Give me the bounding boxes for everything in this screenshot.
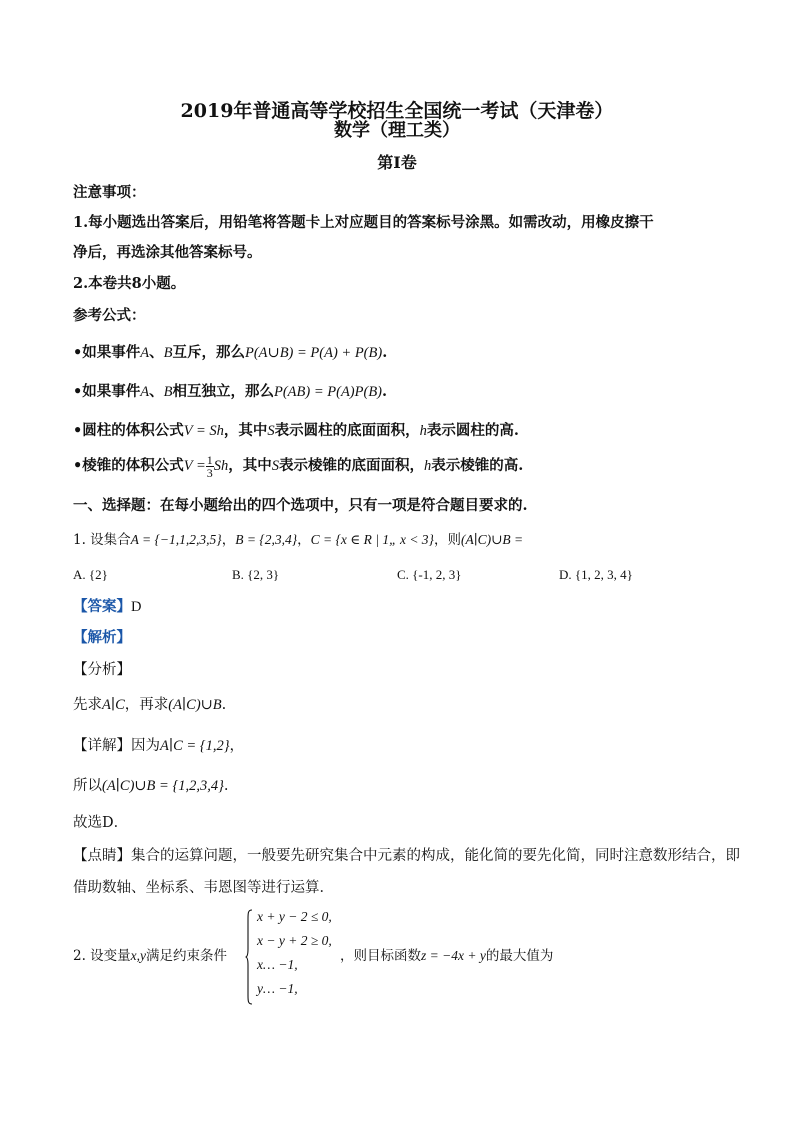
formulas-heading: 参考公式： [73, 307, 146, 324]
left-brace-icon [245, 909, 253, 1005]
question-1-so: 所以(A∣C)∪B = {1,2,3,4}. [73, 778, 229, 794]
constraint-2: x − y + 2 ≥ 0, [257, 933, 332, 948]
question-1-fenxi: 先求A∣C，再求(A∣C)∪B. [73, 697, 227, 713]
question-2-stem-prefix: 2. 设变量x,y满足约束条件 [73, 948, 228, 964]
question-2-stem-tail: ，则目标函数z = −4x + y的最大值为 [340, 948, 554, 964]
formula-mutually-exclusive: •如果事件A、B互斥，那么P(A∪B) = P(A) + P(B). [73, 344, 388, 361]
question-1-choose: 故选D． [73, 815, 129, 831]
question-1-answer: 【答案】D [73, 598, 142, 615]
formula-cylinder-volume: •圆柱的体积公式V = Sh，其中S表示圆柱的底面面积，h表示圆柱的高. [73, 422, 519, 439]
question-1-option-b: B. {2, 3} [232, 567, 280, 582]
notes-heading: 注意事项： [73, 184, 146, 201]
constraint-system [245, 909, 340, 1005]
exam-title: 2019年普通高等学校招生全国统一考试（天津卷） [180, 100, 614, 122]
question-1-stem: 1. 设集合A = {−1,1,2,3,5}，B = {2,3,4}，C = {x ∈ R | 1„ x < 3}，则(A∣C)∪B = [73, 532, 524, 548]
constraint-3: x… −1, [257, 957, 298, 972]
notes-item-1-line-1: 1.每小题选出答案后，用铅笔将答题卡上对应题目的答案标号涂黑。如需改动，用橡皮擦干 [73, 214, 654, 231]
formula-math: P(AB) = P(A)P(B) [274, 384, 383, 400]
constraint-4: y… −1, [257, 981, 298, 996]
question-1-dianjing-line-2: 借助数轴、坐标系、韦恩图等进行运算． [73, 880, 334, 896]
question-1-option-d: D. {1, 2, 3, 4} [559, 567, 633, 582]
question-1-analysis-tag: 【解析】 [73, 629, 131, 646]
formula-math: P(A∪B) = P(A) + P(B) [245, 345, 383, 361]
question-1-detail: 【详解】因为A∣C = {1,2}， [73, 738, 245, 754]
volume-title: 第I卷 [377, 153, 417, 172]
formula-independent: •如果事件A、B相互独立，那么P(AB) = P(A)P(B). [73, 383, 388, 400]
subject-title: 数学（理工类） [334, 120, 460, 141]
formula-pyramid-volume: •棱锥的体积公式V = $\frac{1}{3}$ Sh，其中S表示棱锥的底面面积，h表示棱锥的高. [73, 452, 524, 480]
notes-item-1-line-2: 净后，再选涂其他答案标号。 [73, 244, 262, 261]
question-1-option-a: A. {2} [73, 567, 108, 582]
section-heading: 一、选择题：在每小题给出的四个选项中，只有一项是符合题目要求的. [73, 497, 528, 514]
question-1-option-c: C. {-1, 2, 3} [397, 567, 462, 582]
constraint-1: x + y − 2 ≤ 0, [257, 909, 332, 924]
fraction-one-third: $\frac{1}{3}$ [206, 452, 213, 480]
question-1-dianjing-line-1: 【点睛】集合的运算问题，一般要先研究集合中元素的构成，能化简的要先化简，同时注意数形结合，即 [73, 848, 740, 864]
notes-item-2: 2.本卷共8小题。 [73, 275, 186, 292]
question-1-fenxi-tag: 【分析】 [73, 662, 131, 678]
